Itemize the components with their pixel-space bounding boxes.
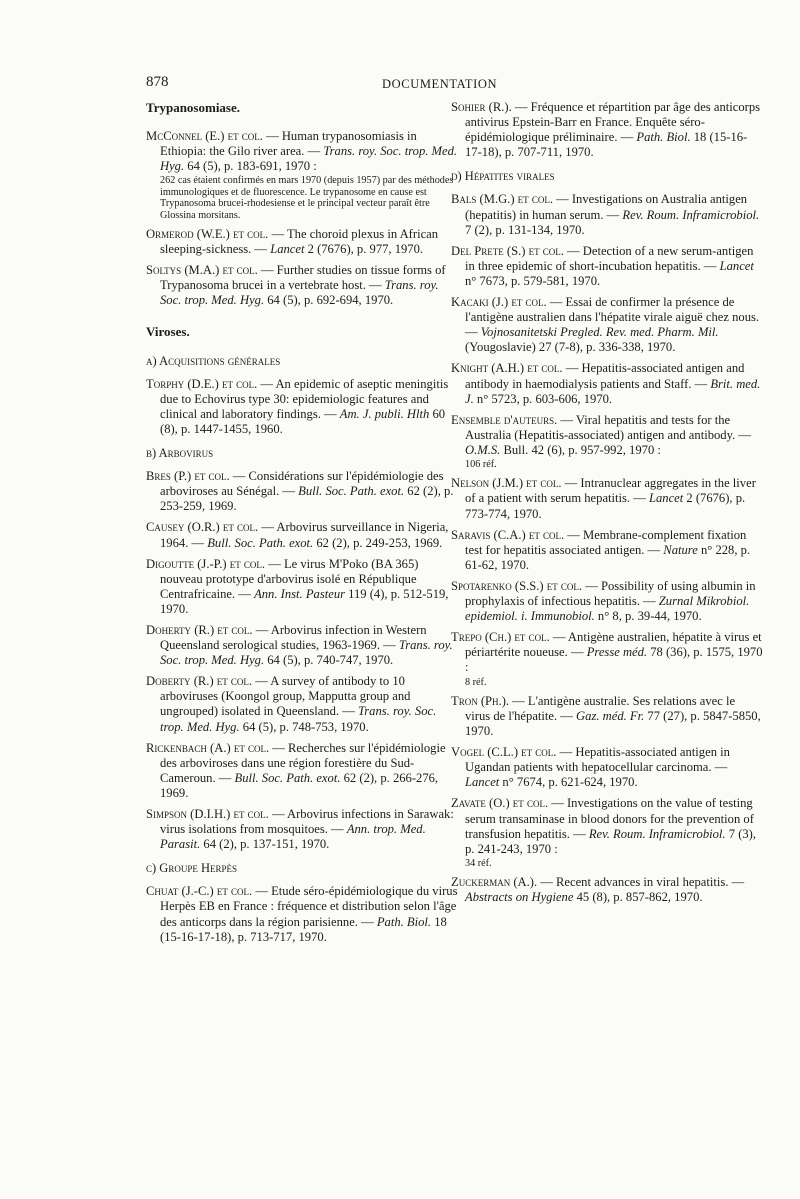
entry-reference: 2 (7676), p. 977, 1970.	[304, 242, 424, 257]
entry-title: — Recent advances in viral hepatitis. —	[537, 875, 745, 890]
entry-title: — Investigations on the value of testing serum transaminase in blood donors for the prevention of transfusion hepatitis. —	[465, 796, 754, 841]
bibliography-entry	[146, 263, 460, 308]
entry-reference: 119 (4), p. 512-519, 1970.	[160, 586, 449, 616]
entry-journal: Lancet	[270, 242, 305, 257]
bibliography-entry	[451, 192, 763, 237]
entry-list	[451, 192, 763, 905]
bibliography-entry	[451, 579, 763, 624]
entry-journal: Brit. med. J.	[465, 376, 761, 406]
right-column	[451, 100, 763, 911]
entry-journal: Zurnal Mikrobiol. epidemiol. i. Immunobiol.	[465, 594, 750, 624]
bibliography-entry	[146, 557, 460, 617]
entry-title: — Arbovirus surveillance in Nigeria, 1964. —	[160, 520, 449, 550]
entry-reference: n° 7673, p. 579-581, 1970.	[465, 273, 601, 288]
entry-title: — Antigène australien, hépatite à virus et périartérite noueuse. —	[465, 630, 762, 660]
entry-journal: Trans. roy. Soc. trop. Med. Hyg.	[160, 704, 437, 734]
bibliography-entry	[451, 100, 763, 160]
entry-journal: Ann. trop. Med. Parasit.	[160, 822, 426, 852]
entry-title: — Fréquence et répartition par âge des anticorps antivirus Epstein-Barr en France. Enquête séro-épidémiologique préliminaire. —	[465, 100, 761, 145]
entry-text	[451, 413, 763, 458]
entry-title: — The choroid plexus in African sleeping-sickness. —	[160, 227, 439, 257]
entry-text	[451, 192, 763, 237]
entry-text	[146, 469, 460, 514]
entry-title: — Hepatitis-associated antigen in Ugandan patients with hepatocellular carcinoma. —	[465, 745, 730, 775]
bibliography-entry	[146, 674, 460, 734]
bibliography-entry	[451, 413, 763, 471]
entry-journal: Gaz. méd. Fr.	[576, 709, 645, 723]
entry-author: Zuckerman (A.).	[451, 875, 538, 890]
entry-text	[146, 263, 460, 308]
entry-text	[451, 745, 763, 790]
bibliography-entry	[451, 244, 763, 289]
entry-reference: n° 5723, p. 603-606, 1970.	[473, 391, 613, 406]
bibliography-entry	[146, 884, 460, 944]
entry-note: 106 réf.	[465, 458, 497, 470]
entry-text	[451, 528, 763, 573]
entry-author: Trepo (Ch.) et col.	[451, 630, 550, 645]
bibliography-entry	[451, 528, 763, 573]
entry-journal: Abstracts on Hygiene	[465, 890, 574, 905]
entry-journal: Rev. Roum. Inframicrobiol.	[622, 207, 760, 222]
entry-author: Nelson (J.M.) et col.	[451, 476, 562, 491]
entry-title: — An epidemic of aseptic meningitis due to Echovirus type 30: epidemiologic features and clinical and laboratory findings. —	[160, 376, 449, 421]
entry-author: Causey (O.R.) et col.	[146, 520, 259, 535]
entry-author: Bals (M.G.) et col.	[451, 192, 553, 207]
entry-reference: n° 7674, p. 621-624, 1970.	[499, 775, 638, 790]
section-heading-trypanosomiase: Trypanosomiase.	[146, 100, 241, 115]
entry-title: — Recherches sur l'épidémiologie des arboviroses dans une région forestière du Sud-Cameroun. —	[160, 740, 446, 785]
section-heading-viroses: Viroses.	[146, 324, 190, 340]
entry-journal: Nature	[663, 542, 698, 557]
entry-text	[451, 476, 763, 521]
entry-text	[146, 674, 460, 734]
entry-journal: Path. Biol.	[636, 130, 691, 145]
bibliography-entry	[451, 796, 763, 869]
entry-reference: Bull. 42 (6), p. 957-992, 1970 :	[500, 442, 661, 457]
entry-title: — Further studies on tissue forms of Trypanosoma brucei in a vertebrate host. —	[160, 263, 446, 293]
entry-title: — Arbovirus infection in Western Queensland serological studies, 1963-1969. —	[160, 622, 427, 653]
entry-journal: Ann. Inst. Pasteur	[254, 586, 346, 601]
bibliography-entry	[451, 875, 763, 905]
entry-author: Doberty (R.) et col.	[146, 674, 253, 689]
bibliography-entry	[146, 807, 460, 852]
entry-title: — Possibility of using albumin in prophylaxis of infectious hepatitis. —	[465, 578, 756, 609]
entry-title: — Intranuclear aggregates in the liver of a patient with serum hepatitis. —	[465, 476, 756, 506]
entry-title: — Etude séro-épidémiologique du virus Herpès EB en France : fréquence et distribution selon l'âge des anticorps dans la région parisienne. —	[160, 884, 458, 929]
entry-author: Simpson (D.I.H.) et col.	[146, 807, 269, 821]
page-number: 878	[146, 74, 169, 90]
entry-journal: Lancet	[648, 491, 684, 506]
entry-title: — Human trypanosomiasis in Ethiopia: the Gilo river area. —	[160, 129, 417, 159]
entry-list	[451, 100, 763, 160]
entry-text	[146, 884, 460, 944]
entry-text	[451, 244, 763, 289]
entry-reference: (Yougoslavie) 27 (7-8), p. 336-338, 1970.	[465, 340, 676, 355]
entry-reference: 60 (8), p. 1447-1455, 1960.	[160, 406, 446, 436]
entry-journal: Bull. Soc. Path. exot.	[207, 535, 314, 550]
entry-text	[146, 557, 460, 617]
entry-list	[146, 377, 460, 437]
entry-note: 8 réf.	[465, 676, 487, 688]
subsection-heading: b) Arbovirus	[146, 446, 214, 461]
entry-reference: 64 (5), p. 183-691, 1970 :	[184, 159, 317, 174]
entry-list	[146, 469, 460, 852]
entry-reference: 62 (2), p. 249-253, 1969.	[313, 535, 443, 550]
entry-journal: Vojnosanitetski Pregled. Rev. med. Pharm. Mil.	[480, 325, 719, 340]
entry-journal: Lancet	[465, 775, 500, 790]
entry-title: — Investigations on Australia antigen (hepatitis) in human serum. —	[465, 192, 748, 222]
entry-journal: O.M.S.	[465, 442, 501, 457]
entry-title: — Considérations sur l'épidémiologie des arboviroses au Sénégal. —	[160, 469, 444, 499]
entry-author: Bres (P.) et col.	[146, 469, 230, 484]
entry-text	[146, 377, 460, 437]
entry-journal: Trans. roy. Soc. trop. Med. Hyg.	[160, 638, 453, 668]
entry-author: Digoutte (J.-P.) et col.	[146, 556, 266, 571]
entry-list	[146, 884, 460, 944]
entry-text	[146, 807, 460, 852]
entry-author: Spotarenko (S.S.) et col.	[451, 578, 583, 593]
entry-journal: Rev. Roum. Inframicrobiol.	[588, 826, 726, 841]
entry-note: 262 cas étaient confirmés en mars 1970 (depuis 1957) par des méthodes immunologiques et de fluorescence. Le trypanosome en cause est Trypanosoma brucei-rhodesiense et le principal vecteur paraît être Glossina morsitans.	[160, 175, 454, 221]
entry-text	[146, 227, 460, 257]
entry-reference: 18 (15-16-17-18), p. 713-717, 1970.	[160, 914, 447, 944]
entry-text	[451, 361, 763, 406]
entry-reference: 7 (2), p. 131-134, 1970.	[465, 222, 585, 237]
entry-journal: Presse méd.	[586, 645, 648, 660]
entry-text	[451, 796, 763, 856]
entry-journal: Bull. Soc. Path. exot.	[234, 770, 341, 785]
running-head: DOCUMENTATION	[382, 77, 498, 91]
entry-reference: n° 228, p. 61-62, 1970.	[465, 542, 751, 572]
entry-author: Ensemble d'auteurs.	[451, 412, 558, 427]
entry-author: Torphy (D.E.) et col.	[146, 376, 258, 391]
entry-reference: 45 (8), p. 857-862, 1970.	[573, 890, 703, 905]
entry-reference: 62 (2), p. 266-276, 1969.	[160, 770, 439, 800]
entry-reference: 64 (5), p. 748-753, 1970.	[239, 719, 369, 734]
entry-text	[146, 741, 460, 801]
entry-title: — Le virus M'Poko (BA 365) nouveau prototype d'arbovirus isolé en République Centrafricaine. —	[160, 556, 419, 601]
entry-author: Knight (A.H.) et col.	[451, 361, 563, 376]
entry-reference: 64 (2), p. 137-151, 1970.	[200, 837, 330, 852]
entry-journal: Trans. roy. Soc. trop. Med. Hyg.	[160, 278, 439, 308]
entry-author: Saravis (C.A.) et col.	[451, 527, 565, 542]
bibliography-entry	[451, 361, 763, 406]
entry-journal: Bull. Soc. Path. exot.	[298, 484, 405, 499]
entry-journal: Trans. roy. Soc. trop. Med. Hyg.	[160, 144, 458, 174]
bibliography-entry	[146, 377, 460, 437]
entry-reference: 18 (15-16-17-18), p. 707-711, 1970.	[465, 130, 748, 160]
entry-author: Tron (Ph.).	[451, 693, 510, 708]
entry-text	[451, 579, 763, 624]
bibliography-entry	[451, 745, 763, 790]
entry-title: — Essai de confirmer la présence de l'antigène australien dans l'hépatite virale aiguë chez nous. —	[465, 295, 760, 340]
entry-author: Kacaki (J.) et col.	[451, 295, 547, 310]
entry-author: McConnel (E.) et col.	[146, 129, 263, 144]
entry-title: — Detection of a new serum-antigen in three epidemic of short-incubation hepatitis. —	[465, 243, 754, 273]
entry-title: — Arbovirus infections in Sarawak: virus isolations from mosquitoes. —	[160, 807, 454, 837]
entry-title: — Viral hepatitis and tests for the Australia (Hepatitis-associated) antigen and antibody. —	[465, 412, 751, 442]
subsection-heading: d) Hépatites virales	[451, 169, 555, 184]
entry-title: — L'antigène australie. Ses relations avec le virus de l'hépatite. —	[465, 693, 736, 723]
entry-author: Ormerod (W.E.) et col.	[146, 227, 269, 241]
entry-author: Sohier (R.).	[451, 100, 512, 114]
entry-author: Soltys (M.A.) et col.	[146, 263, 258, 278]
subsection-heading: a) Acquisitions générales	[146, 353, 281, 368]
entry-text	[451, 295, 763, 355]
entry-reference: 62 (2), p. 253-259, 1969.	[160, 484, 454, 514]
bibliography-entry	[146, 469, 460, 514]
entry-reference: 77 (27), p. 5847-5850, 1970.	[465, 709, 761, 739]
entry-title: — Hepatitis-associated antigen and antibody in haemodialysis patients and Staff. —	[465, 361, 745, 391]
subsection-heading: c) Groupe Herpès	[146, 861, 237, 876]
entry-text	[451, 875, 763, 905]
entry-text	[146, 129, 460, 174]
entry-journal: Lancet	[719, 258, 754, 273]
bibliography-entry	[146, 129, 460, 221]
entry-reference: 7 (3), p. 241-243, 1970 :	[465, 826, 757, 856]
entry-author: Rickenbach (A.) et col.	[146, 740, 270, 755]
entry-author: Vogel (C.L.) et col.	[451, 745, 557, 760]
entry-reference: 64 (5), p. 740-747, 1970.	[264, 653, 394, 668]
entry-title: — Membrane-complement fixation test for hepatitis associated antigen. —	[465, 527, 747, 557]
entry-reference: 64 (5), p. 692-694, 1970.	[264, 293, 394, 308]
entry-journal: Path. Biol.	[376, 914, 432, 929]
entry-journal: Am. J. publi. Hlth	[339, 406, 430, 421]
entry-title: — A survey of antibody to 10 arboviruses (Koongol group, Mapputta group and ungrouped) isolated in Queensland. —	[160, 674, 411, 719]
entry-note: 34 réf.	[465, 857, 492, 869]
bibliography-entry	[451, 476, 763, 521]
bibliography-entry	[146, 741, 460, 801]
entry-reference: 78 (36), p. 1575, 1970 :	[465, 645, 763, 675]
bibliography-entry	[451, 630, 763, 688]
entry-text	[146, 520, 460, 550]
entry-author: Doherty (R.) et col.	[146, 622, 253, 637]
bibliography-entry	[451, 694, 763, 739]
entry-reference: 2 (7676), p. 773-774, 1970.	[465, 491, 746, 521]
bibliography-entry	[146, 520, 460, 550]
entry-text	[451, 630, 763, 675]
bibliography-entry	[451, 295, 763, 355]
entry-list	[146, 129, 460, 308]
entry-author: Zavate (O.) et col.	[451, 796, 549, 811]
entry-text	[146, 623, 460, 668]
left-column	[146, 100, 460, 951]
entry-author: Chuat (J.-C.) et col.	[146, 884, 253, 899]
bibliography-entry	[146, 227, 460, 257]
entry-author: Del Prete (S.) et col.	[451, 243, 564, 258]
entry-text	[451, 694, 763, 739]
bibliography-entry	[146, 623, 460, 668]
entry-text	[451, 100, 763, 160]
entry-reference: n° 8, p. 39-44, 1970.	[594, 609, 702, 624]
